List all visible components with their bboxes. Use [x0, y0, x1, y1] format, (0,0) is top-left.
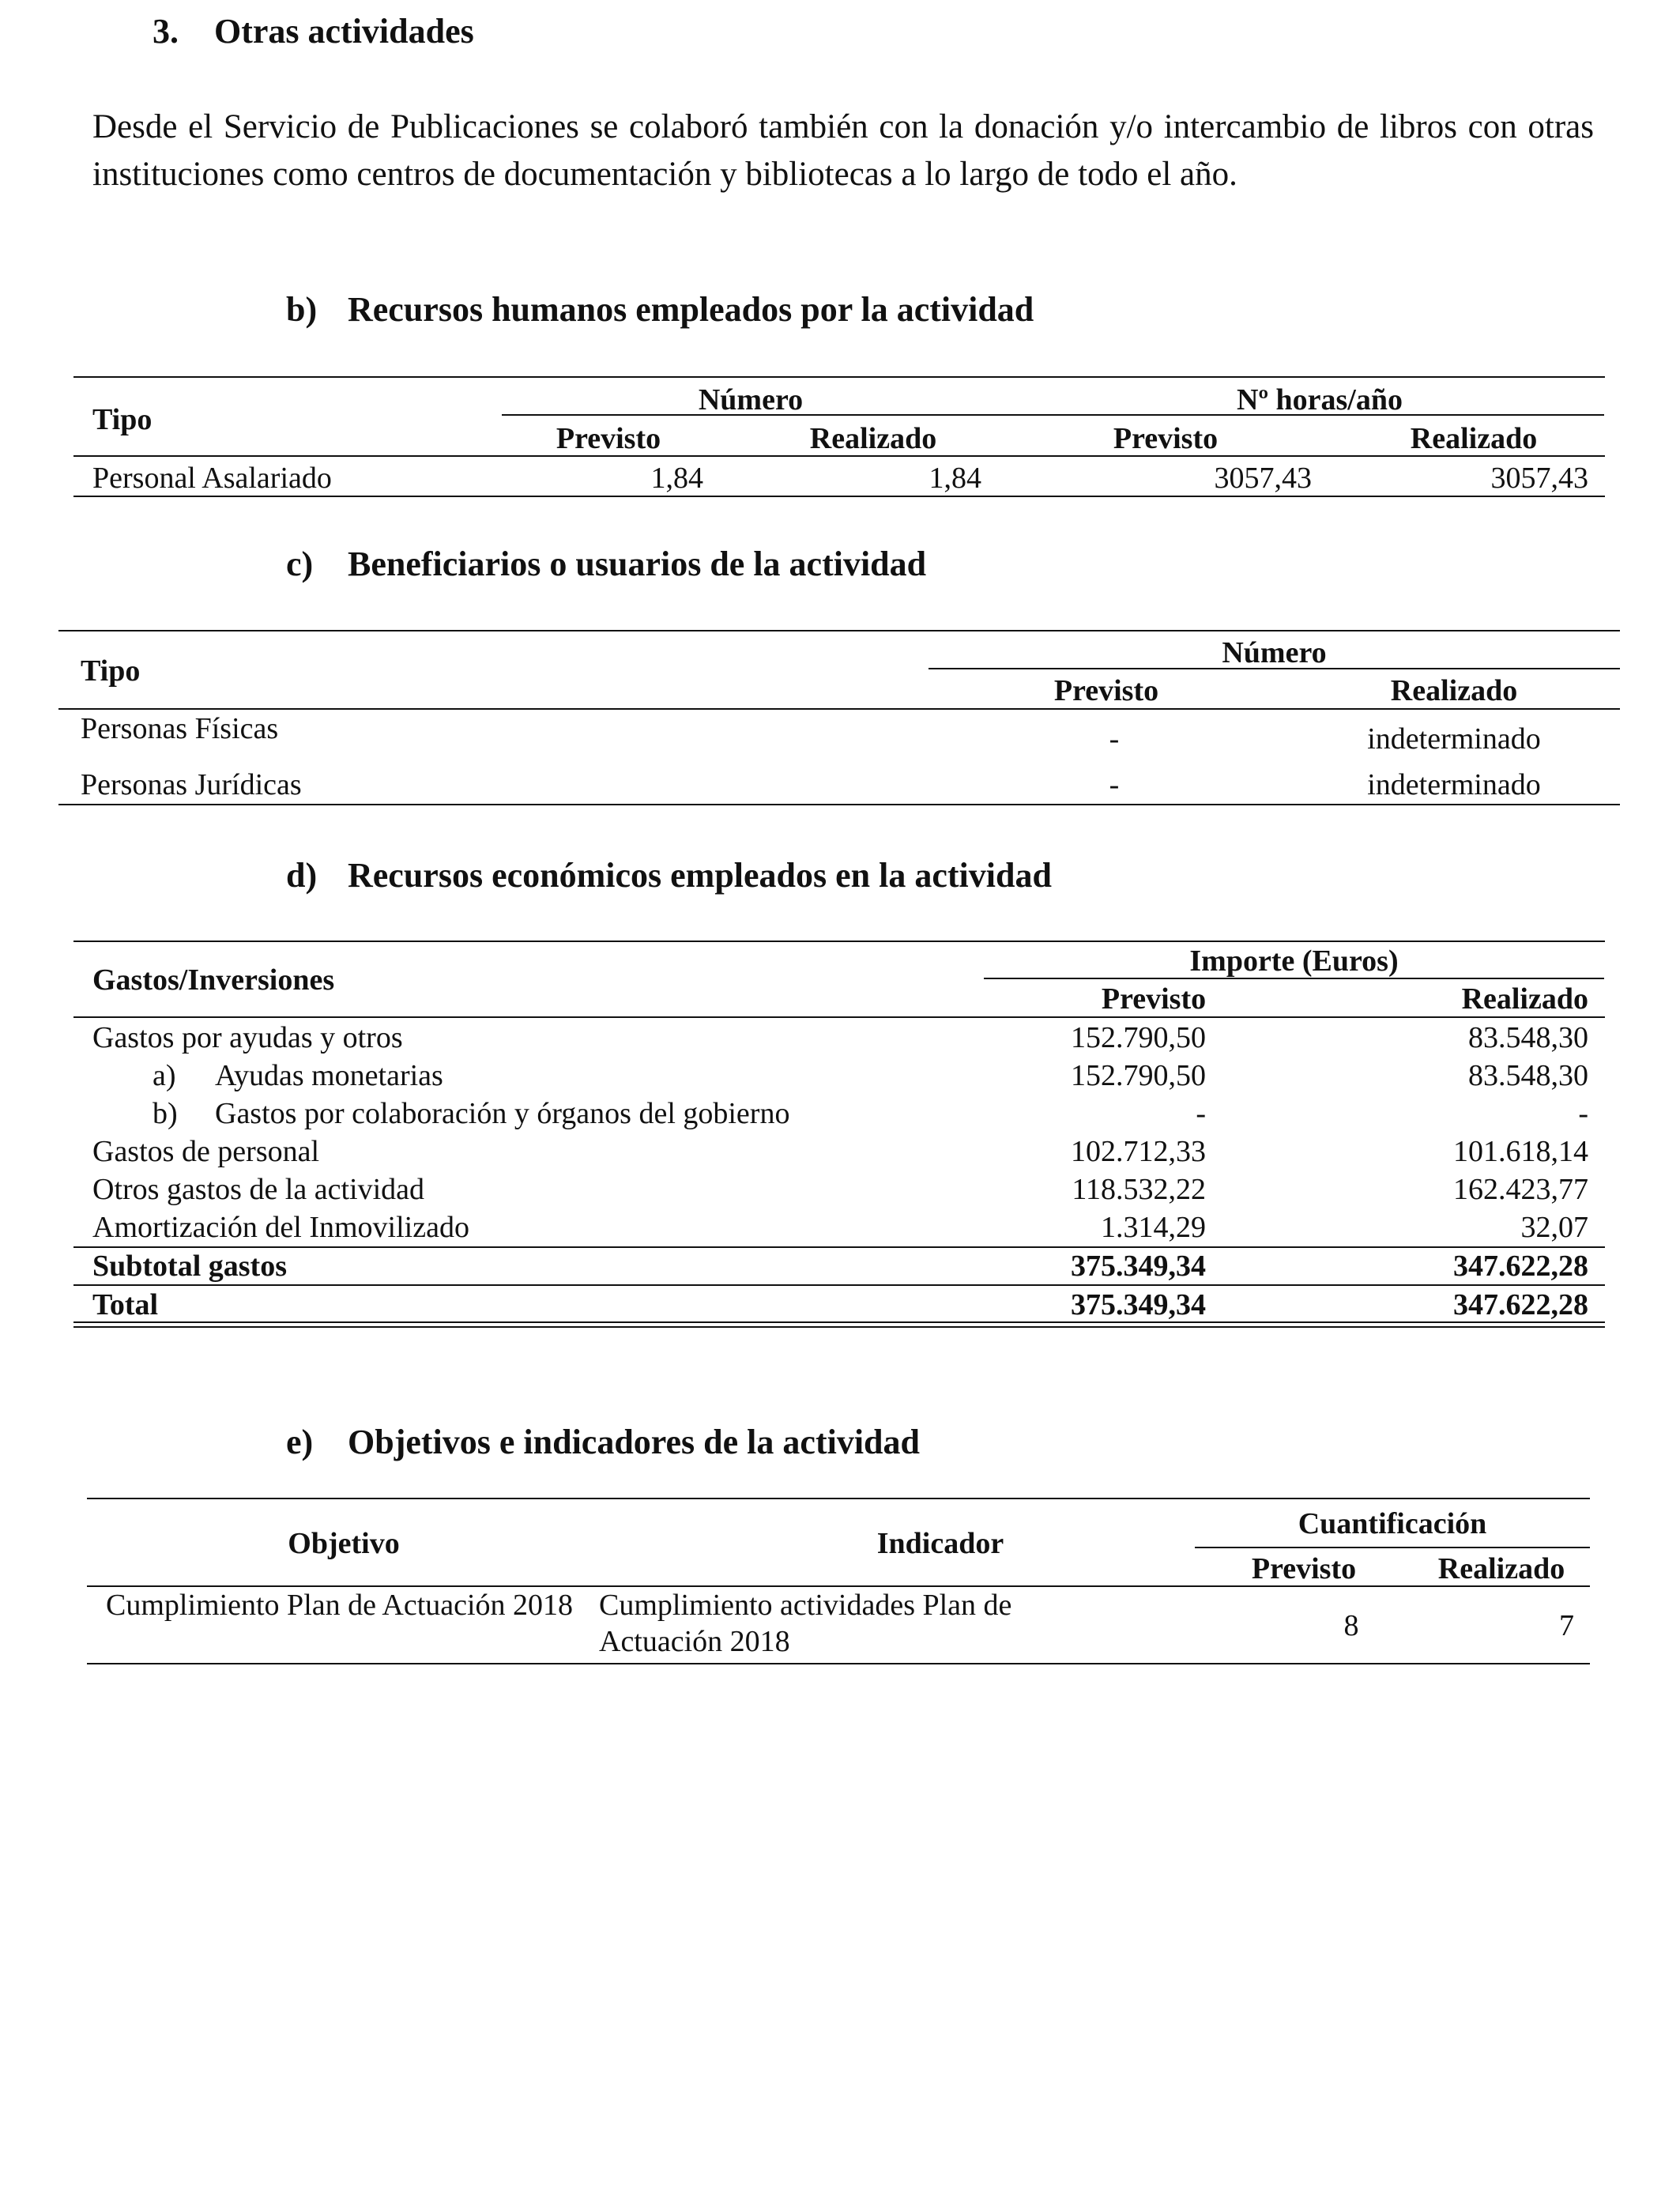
row-horas-realizado: 3057,43: [1490, 462, 1588, 495]
header-tipo: Tipo: [92, 403, 153, 436]
header-previsto: Previsto: [1251, 1552, 1357, 1585]
header-num-previsto: Previsto: [556, 422, 661, 455]
header-previsto: Previsto: [1053, 674, 1159, 707]
total-label: Total: [92, 1288, 159, 1321]
intro-paragraph: Desde el Servicio de Publicaciones se colaboró también con la donación y/o intercambio de libros con otras instituciones como centros de documentación y bibliotecas a lo largo de todo el año.: [92, 108, 1594, 193]
subtotal-label: Subtotal gastos: [92, 1250, 287, 1283]
section-d-letter: d): [286, 856, 318, 895]
header-realizado: Realizado: [1437, 1552, 1565, 1585]
section-3-heading: [153, 14, 474, 49]
row-label: Gastos de personal: [92, 1135, 320, 1168]
header-objetivo: Objetivo: [288, 1527, 400, 1560]
total-realizado: 347.622,28: [1453, 1288, 1588, 1321]
header-realizado: Realizado: [1390, 674, 1518, 707]
header-gastos: Gastos/Inversiones: [92, 963, 335, 997]
header-horas-previsto: Previsto: [1113, 422, 1219, 455]
row-previsto: -: [1109, 768, 1120, 801]
row-label: Ayudas monetarias: [215, 1059, 443, 1092]
row-realizado: 83.548,30: [1468, 1021, 1588, 1054]
section-e-letter: e): [286, 1423, 314, 1461]
section-b-title: Recursos humanos empleados por la actividad: [348, 290, 1034, 329]
section-3-title: Otras actividades: [214, 12, 474, 51]
row-previsto: -: [1109, 722, 1120, 756]
section-d-title: Recursos económicos empleados en la actividad: [348, 856, 1052, 895]
section-3-number: 3.: [153, 12, 179, 51]
header-cuantificacion: Cuantificación: [1298, 1507, 1487, 1540]
subtotal-realizado: 347.622,28: [1453, 1250, 1588, 1283]
section-e-heading: [286, 1425, 920, 1460]
header-realizado: Realizado: [1461, 982, 1588, 1016]
subtotal-previsto: 375.349,34: [1071, 1250, 1206, 1283]
row-realizado: 162.423,77: [1453, 1173, 1588, 1206]
header-numero: Número: [698, 383, 804, 417]
header-horas: Nº horas/año: [1237, 383, 1403, 417]
row-label: Gastos por colaboración y órganos del gobierno: [215, 1097, 790, 1130]
row-previsto: -: [1196, 1097, 1206, 1130]
header-horas-realizado: Realizado: [1410, 422, 1538, 455]
row-objetivo: Cumplimiento Plan de Actuación 2018: [106, 1589, 574, 1622]
row-horas-previsto: 3057,43: [1214, 462, 1312, 495]
row-label: Amortización del Inmovilizado: [92, 1211, 469, 1244]
total-previsto: 375.349,34: [1071, 1288, 1206, 1321]
header-num-realizado: Realizado: [809, 422, 937, 455]
row-realizado: 7: [1559, 1609, 1574, 1642]
row-previsto: 118.532,22: [1072, 1173, 1206, 1206]
row-num-realizado: 1,84: [929, 462, 981, 495]
row-realizado: 83.548,30: [1468, 1059, 1588, 1092]
header-indicador: Indicador: [876, 1527, 1004, 1560]
header-previsto: Previsto: [1101, 982, 1207, 1016]
row-marker: b): [153, 1097, 178, 1130]
header-importe: Importe (Euros): [1189, 944, 1399, 978]
section-c-heading: [286, 547, 926, 582]
row-realizado: indeterminado: [1367, 722, 1541, 756]
row-previsto: 8: [1343, 1609, 1359, 1642]
row-tipo: Personas Físicas: [81, 712, 279, 745]
row-previsto: 152.790,50: [1071, 1059, 1206, 1092]
section-b-letter: b): [286, 290, 318, 329]
header-tipo: Tipo: [81, 654, 141, 688]
row-previsto: 1.314,29: [1101, 1211, 1206, 1244]
row-tipo: Personal Asalariado: [92, 462, 332, 495]
row-marker: a): [153, 1059, 176, 1092]
row-realizado: 101.618,14: [1453, 1135, 1588, 1168]
row-tipo: Personas Jurídicas: [81, 768, 302, 801]
section-c-letter: c): [286, 545, 314, 583]
section-e-title: Objetivos e indicadores de la actividad: [348, 1423, 920, 1461]
section-d-heading: [286, 858, 1052, 893]
header-numero: Número: [1222, 636, 1327, 669]
row-realizado: indeterminado: [1367, 768, 1541, 801]
section-b-heading: [286, 292, 1034, 327]
row-label: Gastos por ayudas y otros: [92, 1021, 403, 1054]
row-indicador: Cumplimiento actividades Plan de Actuación 2018: [599, 1589, 1012, 1658]
row-num-previsto: 1,84: [650, 462, 703, 495]
row-previsto: 102.712,33: [1071, 1135, 1206, 1168]
row-previsto: 152.790,50: [1071, 1021, 1206, 1054]
row-realizado: 32,07: [1520, 1211, 1588, 1244]
section-c-title: Beneficiarios o usuarios de la actividad: [348, 545, 927, 583]
row-realizado: -: [1578, 1097, 1588, 1130]
row-label: Otros gastos de la actividad: [92, 1173, 425, 1206]
